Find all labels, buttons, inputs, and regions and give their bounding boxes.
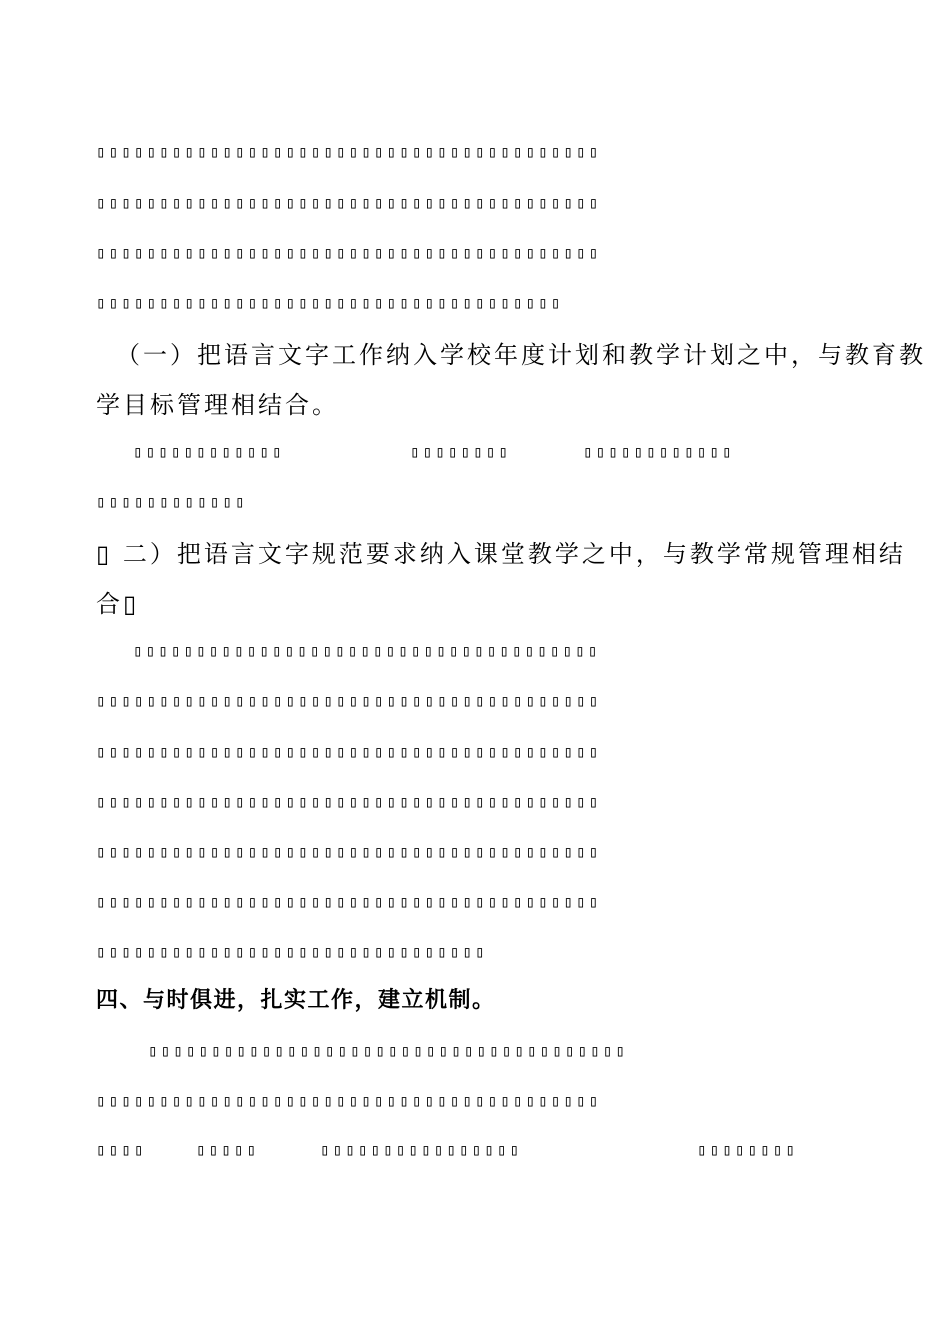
body-line: ▯▯▯▯▯▯▯▯▯▯▯▯▯▯▯▯▯▯▯▯▯▯▯▯▯▯▯▯▯▯▯▯▯▯▯▯▯▯▯▯: [96, 742, 602, 761]
body-line: ▯▯▯▯▯▯▯▯▯▯▯▯▯▯▯▯▯▯▯▯▯▯▯▯▯▯▯▯▯▯▯▯▯▯▯▯▯▯▯▯: [96, 243, 602, 262]
body-line: ▯▯▯▯▯▯▯▯▯▯▯▯▯▯▯▯▯▯▯▯▯▯▯▯▯▯▯▯▯▯▯▯▯▯▯▯▯: [96, 293, 564, 312]
body-line: ▯▯▯▯▯▯▯▯▯▯▯▯▯▯▯▯▯▯▯▯▯▯▯▯▯▯▯▯▯▯▯▯▯▯▯▯▯▯▯▯: [96, 193, 602, 212]
body-line: ▯▯▯▯▯: [196, 1140, 260, 1159]
body-line: ▯▯▯▯▯▯▯▯▯▯▯▯▯▯▯▯▯▯▯▯▯▯▯▯▯▯▯▯▯▯▯▯▯▯▯▯▯▯▯▯: [96, 892, 602, 911]
body-line: ▯▯▯▯▯▯▯▯: [410, 442, 512, 461]
section-heading-1-cont: 学目标管理相结合。: [96, 391, 339, 419]
body-line: ▯▯▯▯▯▯▯▯▯▯▯▯▯▯▯▯: [320, 1140, 523, 1159]
body-line: ▯▯▯▯▯▯▯▯▯▯▯▯: [583, 442, 735, 461]
body-line: ▯▯▯▯▯▯▯▯▯▯▯▯: [133, 442, 285, 461]
section-heading-2: ▯ 二）把语言文字规范要求纳入课堂教学之中，与教学常规管理相结: [96, 540, 906, 568]
section-heading-1: （一）把语言文字工作纳入学校年度计划和教学计划之中，与教育教: [116, 341, 926, 369]
body-line: ▯▯▯▯▯▯▯▯▯▯▯▯▯▯▯▯▯▯▯▯▯▯▯▯▯▯▯▯▯▯▯: [96, 942, 488, 961]
body-line: ▯▯▯▯▯▯▯▯▯▯▯▯▯▯▯▯▯▯▯▯▯▯▯▯▯▯▯▯▯▯▯▯▯▯▯▯▯▯▯▯: [96, 842, 602, 861]
body-line: ▯▯▯▯: [96, 1140, 147, 1159]
body-line: ▯▯▯▯▯▯▯▯▯▯▯▯▯▯▯▯▯▯▯▯▯▯▯▯▯▯▯▯▯▯▯▯▯▯▯▯▯▯: [148, 1041, 629, 1060]
section-heading-2-cont: 合▯: [96, 590, 140, 618]
body-line: ▯▯▯▯▯▯▯▯: [697, 1140, 799, 1159]
body-line: ▯▯▯▯▯▯▯▯▯▯▯▯▯▯▯▯▯▯▯▯▯▯▯▯▯▯▯▯▯▯▯▯▯▯▯▯▯▯▯▯: [96, 691, 602, 710]
body-line: ▯▯▯▯▯▯▯▯▯▯▯▯▯▯▯▯▯▯▯▯▯▯▯▯▯▯▯▯▯▯▯▯▯▯▯▯▯▯▯▯: [96, 1091, 602, 1110]
body-line: ▯▯▯▯▯▯▯▯▯▯▯▯▯▯▯▯▯▯▯▯▯▯▯▯▯▯▯▯▯▯▯▯▯▯▯▯▯▯▯▯: [96, 142, 602, 161]
body-line: ▯▯▯▯▯▯▯▯▯▯▯▯▯▯▯▯▯▯▯▯▯▯▯▯▯▯▯▯▯▯▯▯▯▯▯▯▯: [133, 641, 601, 660]
section-heading-4: 四、与时俱进，扎实工作，建立机制。: [96, 988, 496, 1013]
body-line: ▯▯▯▯▯▯▯▯▯▯▯▯▯▯▯▯▯▯▯▯▯▯▯▯▯▯▯▯▯▯▯▯▯▯▯▯▯▯▯▯: [96, 792, 602, 811]
body-line: ▯▯▯▯▯▯▯▯▯▯▯▯: [96, 492, 248, 511]
